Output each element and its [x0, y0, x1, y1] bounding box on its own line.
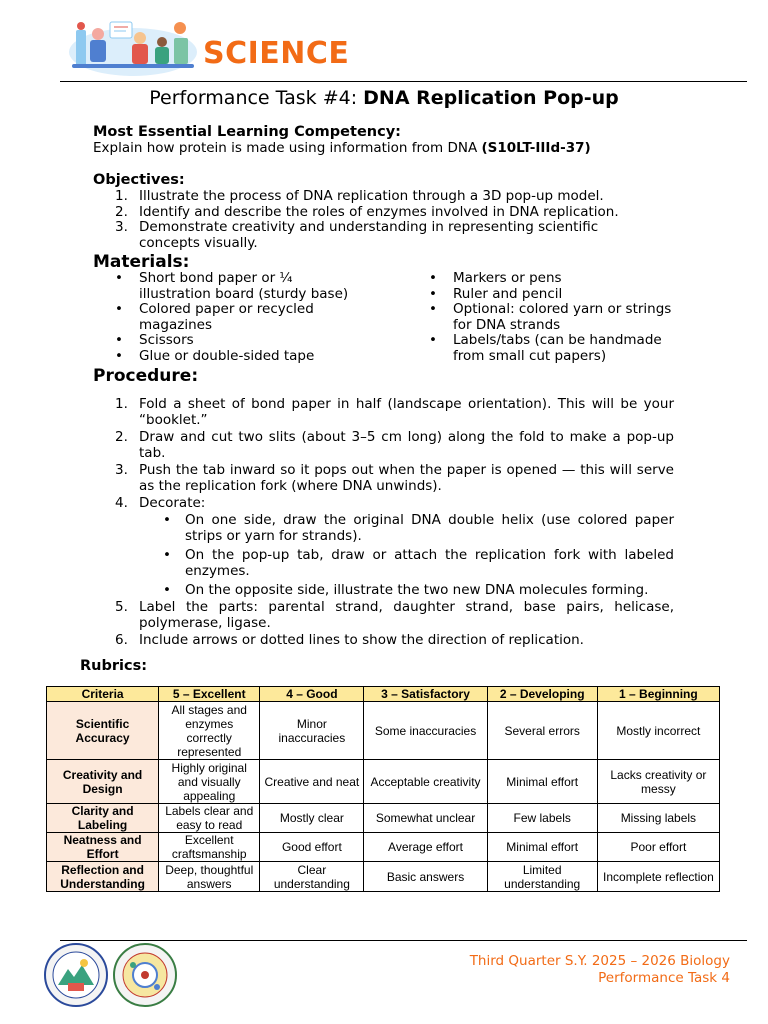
table-cell: Limited understanding	[487, 862, 597, 892]
table-row	[47, 760, 720, 804]
list-item: • Optional: colored yarn or strings for DNA strands	[429, 302, 679, 333]
table-cell: All stages and enzymes correctly represented	[159, 702, 260, 760]
list-item: • Glue or double-sided tape	[115, 349, 355, 365]
table-cell: Clear understanding	[260, 862, 364, 892]
criteria-cell: Reflection and Understanding	[47, 862, 159, 892]
table-header-row	[47, 687, 720, 702]
criteria-cell: Scientific Accuracy	[47, 702, 159, 760]
list-item: • Markers or pens	[429, 271, 679, 287]
list-item: 3. Push the tab inward so it pops out when the paper is opened — this will serve as the replication fork (where DNA unwinds).	[115, 462, 674, 494]
list-item: • Ruler and pencil	[429, 287, 679, 303]
footer-task-text: Performance Task 4	[598, 970, 730, 986]
objectives-heading: Objectives:	[93, 172, 185, 188]
list-item: 2. Draw and cut two slits (about 3–5 cm long) along the fold to make a pop-up tab.	[115, 429, 674, 461]
school-seal-logo	[44, 943, 108, 1007]
list-item: • On the opposite side, illustrate the two new DNA molecules forming.	[139, 582, 674, 599]
list-item: 1. Fold a sheet of bond paper in half (landscape orientation). This will be your “booklet.”	[115, 396, 674, 428]
table-cell: Some inaccuracies	[364, 702, 487, 760]
footer-quarter-text: Third Quarter S.Y. 2025 – 2026 Biology	[469, 953, 730, 969]
subject-title: SCIENCE	[203, 36, 350, 71]
table-cell: Missing labels	[597, 804, 719, 833]
decorate-sublist	[139, 512, 674, 599]
list-item: 2. Identify and describe the roles of enzymes involved in DNA replication.	[115, 203, 619, 220]
criteria-cell: Neatness and Effort	[47, 833, 159, 862]
task-title	[0, 86, 768, 110]
list-item: 3. Demonstrate creativity and understanding in representing scientific concepts visually.	[115, 219, 599, 251]
list-item: • On one side, draw the original DNA double helix (use colored paper strips or yarn for strands).	[139, 512, 674, 545]
table-cell: Good effort	[260, 833, 364, 862]
list-item: • Scissors	[115, 333, 355, 349]
table-cell: Several errors	[487, 702, 597, 760]
list-item: • Labels/tabs (can be handmade from small cut papers)	[429, 333, 679, 364]
table-row	[47, 804, 720, 833]
list-item: • Short bond paper or ¼ illustration board (sturdy base)	[115, 271, 355, 302]
task-name: DNA Replication Pop-up	[363, 87, 619, 109]
table-cell: Creative and neat	[260, 760, 364, 804]
list-item: • Colored paper or recycled magazines	[115, 302, 355, 333]
table-cell: Few labels	[487, 804, 597, 833]
rubric-table	[46, 686, 720, 892]
table-row	[47, 702, 720, 760]
competency-description: Explain how protein is made using information from DNA	[93, 140, 482, 156]
science-classroom-illustration	[66, 16, 200, 78]
materials-list-left	[115, 271, 355, 364]
table-cell: Somewhat unclear	[364, 804, 487, 833]
competency-heading: Most Essential Learning Competency:	[93, 124, 401, 140]
column-header: Criteria	[47, 687, 159, 702]
procedure-list	[93, 397, 674, 651]
objectives-list	[93, 189, 653, 251]
competency-code: (S10LT-IIId-37)	[481, 140, 591, 156]
criteria-cell: Clarity and Labeling	[47, 804, 159, 833]
table-cell: Incomplete reflection	[597, 862, 719, 892]
table-cell: Basic answers	[364, 862, 487, 892]
table-cell: Acceptable creativity	[364, 760, 487, 804]
table-cell: Deep, thoughtful answers	[159, 862, 260, 892]
header-divider	[60, 81, 747, 82]
materials-heading: Materials:	[93, 252, 190, 272]
criteria-cell: Creativity and Design	[47, 760, 159, 804]
column-header: 2 – Developing	[487, 687, 597, 702]
footer-divider	[60, 940, 747, 941]
list-item: 4. Decorate: • On one side, draw the original DNA double helix (use colored paper strips or yarn for strands). • On the pop-up tab, draw or attach the replication fork with labeled enzymes. • On the opposite side, illustrate the two new DNA molecules forming.	[93, 496, 674, 598]
table-cell: Excellent craftsmanship	[159, 833, 260, 862]
rubrics-heading: Rubrics:	[80, 658, 148, 674]
table-row	[47, 862, 720, 892]
column-header: 4 – Good	[260, 687, 364, 702]
list-item: 6. Include arrows or dotted lines to show the direction of replication.	[115, 632, 584, 648]
science-department-seal-logo	[113, 943, 177, 1007]
competency-text	[93, 141, 591, 157]
list-item: • On the pop-up tab, draw or attach the replication fork with labeled enzymes.	[139, 547, 674, 580]
table-row	[47, 833, 720, 862]
table-cell: Minimal effort	[487, 833, 597, 862]
table-cell: Lacks creativity or messy	[597, 760, 719, 804]
table-cell: Average effort	[364, 833, 487, 862]
table-cell: Highly original and visually appealing	[159, 760, 260, 804]
column-header: 1 – Beginning	[597, 687, 719, 702]
table-cell: Mostly incorrect	[597, 702, 719, 760]
column-header: 5 – Excellent	[159, 687, 260, 702]
table-cell: Labels clear and easy to read	[159, 804, 260, 833]
list-item: 1. Illustrate the process of DNA replication through a 3D pop-up model.	[115, 188, 604, 204]
materials-list-right	[429, 271, 679, 364]
table-cell: Minimal effort	[487, 760, 597, 804]
table-cell: Poor effort	[597, 833, 719, 862]
table-cell: Minor inaccuracies	[260, 702, 364, 760]
list-item: 5. Label the parts: parental strand, daughter strand, base pairs, helicase, polymerase, ligase.	[115, 599, 674, 631]
column-header: 3 – Satisfactory	[364, 687, 487, 702]
task-prefix: Performance Task #4:	[149, 87, 364, 109]
table-cell: Mostly clear	[260, 804, 364, 833]
procedure-heading: Procedure:	[93, 366, 199, 386]
